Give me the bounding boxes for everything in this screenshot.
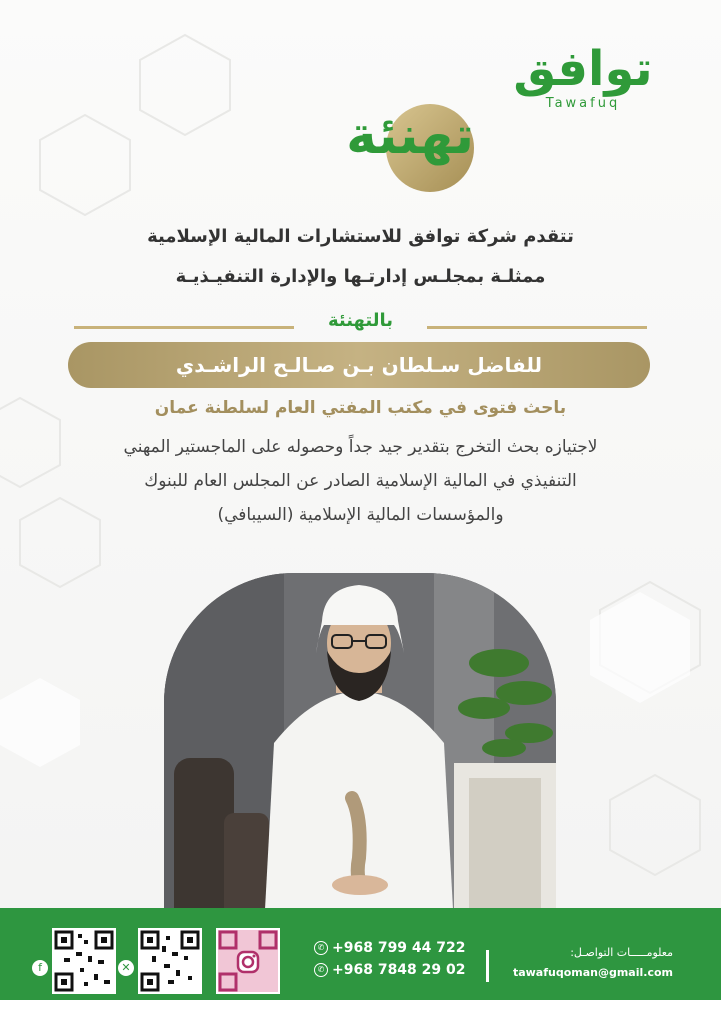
phone-1-number: +968 799 44 722	[332, 940, 466, 956]
qr-pattern-icon	[54, 930, 114, 992]
honoree-title: باحث فتوى في مكتب المفتي العام لسلطنة عمان	[154, 398, 567, 418]
footer-separator	[486, 950, 489, 982]
facebook-icon[interactable]: f	[32, 960, 48, 976]
body-line-3: والمؤسسات المالية الإسلامية (السيبافي)	[217, 505, 504, 525]
headline-text: تهنئة	[346, 106, 474, 166]
contact-label: معلومـــــات التواصـل:	[570, 946, 673, 959]
congrats-text: بالتهنئة	[327, 310, 394, 331]
x-icon[interactable]: ✕	[118, 960, 134, 976]
footer	[0, 908, 721, 1024]
logo-english: Tawafuq	[545, 96, 621, 111]
body-line-1: لاجتيازه بحث التخرج بتقدير جيد جداً وحصوله على الماجستير المهني	[123, 437, 598, 457]
headline	[250, 96, 480, 202]
footer-strip	[0, 1000, 721, 1024]
body-line-2: التنفيذي في المالية الإسلامية الصادر عن المجلس العام للبنوك	[144, 471, 577, 491]
qr-code-x[interactable]	[138, 928, 202, 994]
whatsapp-icon: ✆	[314, 941, 328, 955]
whatsapp-icon: ✆	[314, 963, 328, 977]
logo-arabic: توافق	[513, 41, 653, 97]
phone-2-number: +968 7848 29 02	[332, 962, 466, 978]
contact-email[interactable]: tawafuqoman@gmail.com	[512, 966, 673, 979]
qr-code-facebook[interactable]	[52, 928, 116, 994]
honoree-name-banner: للفاضل سـلطان بـن صـالـح الراشـدي	[68, 342, 650, 388]
qr-pattern-icon	[140, 930, 200, 992]
tawafuq-logo	[503, 40, 663, 130]
body-text	[30, 430, 691, 532]
honoree-photo-illustration	[164, 573, 556, 928]
intro-line-2: ممثلـة بمجلـس إدارتـها والإدارة التنفيـذيـة	[175, 266, 546, 287]
phone-1[interactable]	[314, 940, 466, 956]
instagram-icon	[218, 930, 278, 992]
phone-2[interactable]	[314, 962, 466, 978]
congrats-row	[74, 310, 647, 336]
qr-code-instagram[interactable]	[216, 928, 280, 994]
divider-right	[427, 326, 647, 329]
intro-line-1: تتقدم شركة توافق للاستشارات المالية الإسلامية	[147, 226, 574, 247]
honoree-photo	[164, 573, 556, 928]
